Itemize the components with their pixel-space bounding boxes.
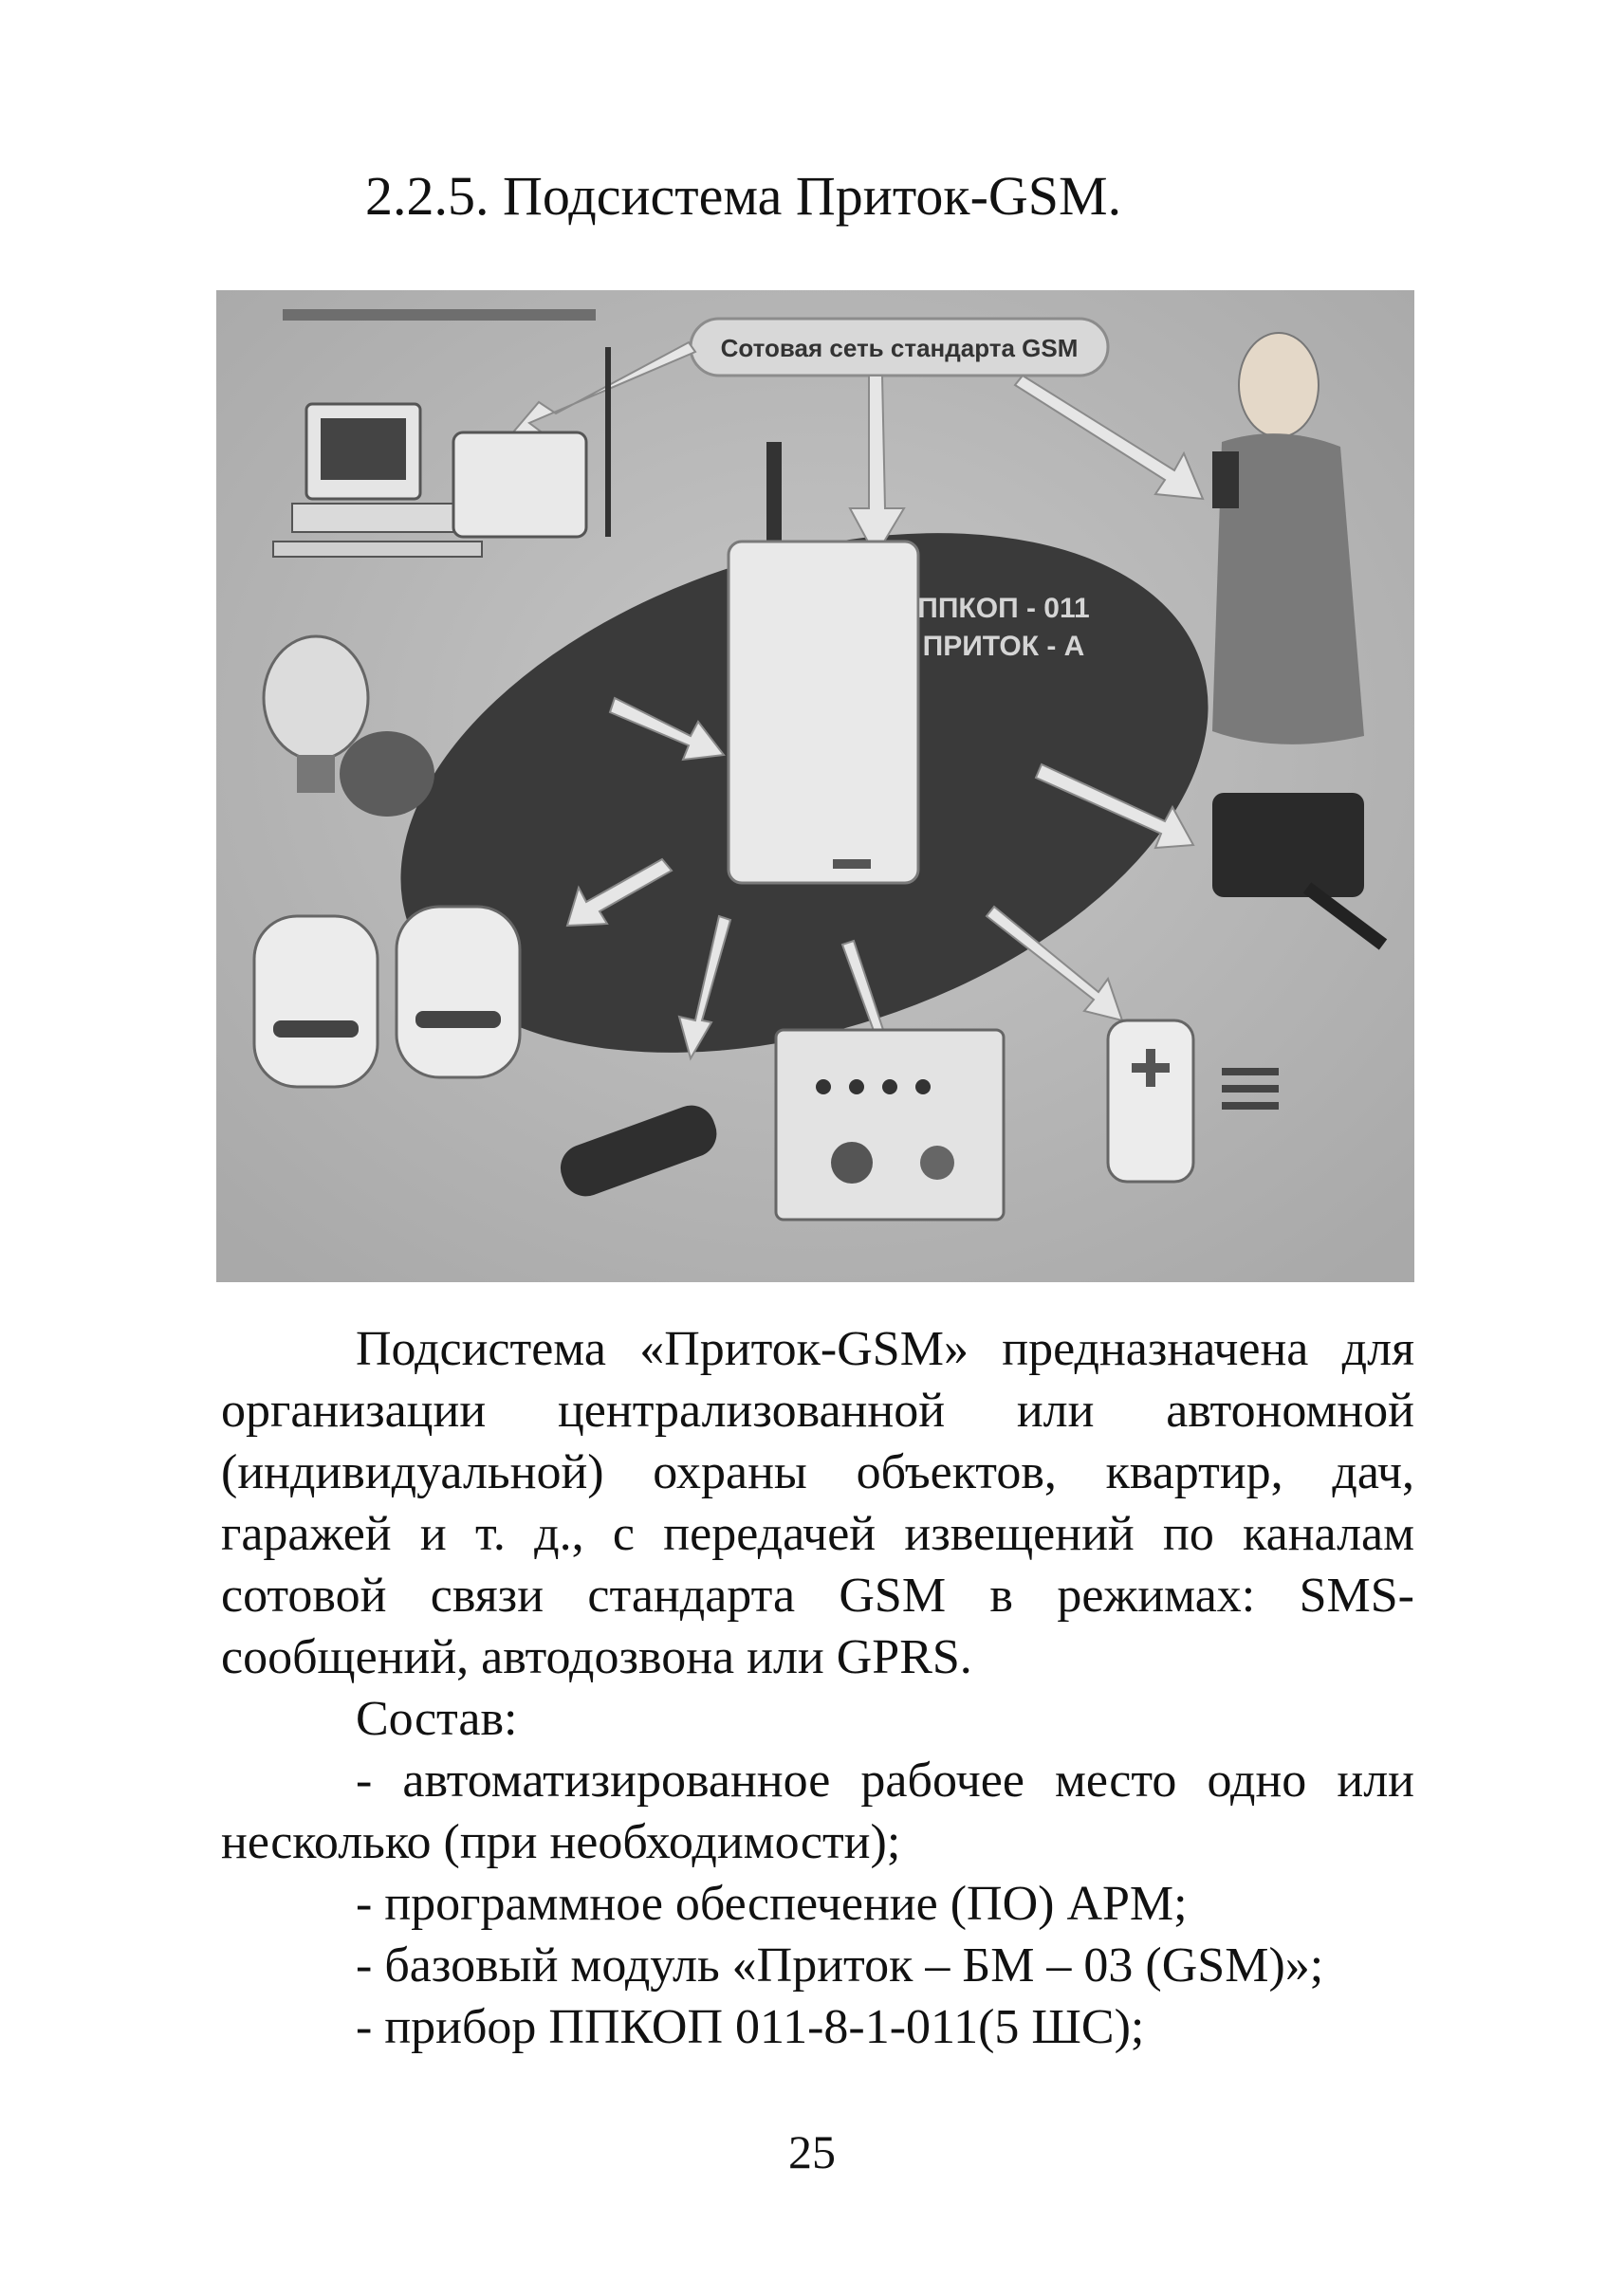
keypad-panel [776, 1030, 1004, 1220]
network-banner [691, 319, 1108, 376]
network-label: Сотовая сеть стандарта GSM [720, 334, 1079, 362]
list-item: - прибор ППКОП 011-8-1-011(5 ШС); [356, 2000, 1145, 2054]
composition-label: Состав: [356, 1692, 518, 1746]
system-diagram-photo [216, 290, 1414, 1282]
description-paragraph: Подсистема «Приток-GSM» предназначена для организации централизованной или автономной (индивидуальной) охраны объектов, квартир, дач, гаражей и т. д., с передачей извещений по каналам сотовой связи стандарта GSM в режимах: SMS-сообщений, автодозвона или GPRS. [221, 1322, 1414, 1684]
list-item: - программное обеспечение (ПО) АРМ; [356, 1877, 1188, 1931]
device-label-line1: ППКОП - 011 [917, 593, 1090, 624]
list-item: - автоматизированное рабочее место одно или несколько (при необходимости); [221, 1754, 1414, 1869]
section-heading: 2.2.5. Подсистема Приток-GSM. [365, 165, 1122, 227]
list-item: - базовый модуль «Приток – БМ – 03 (GSM)»; [356, 1938, 1324, 1993]
device-label-line2: ПРИТОК - А [922, 631, 1085, 662]
body-text [221, 1318, 1414, 2058]
page-number: 25 [788, 2125, 836, 2178]
